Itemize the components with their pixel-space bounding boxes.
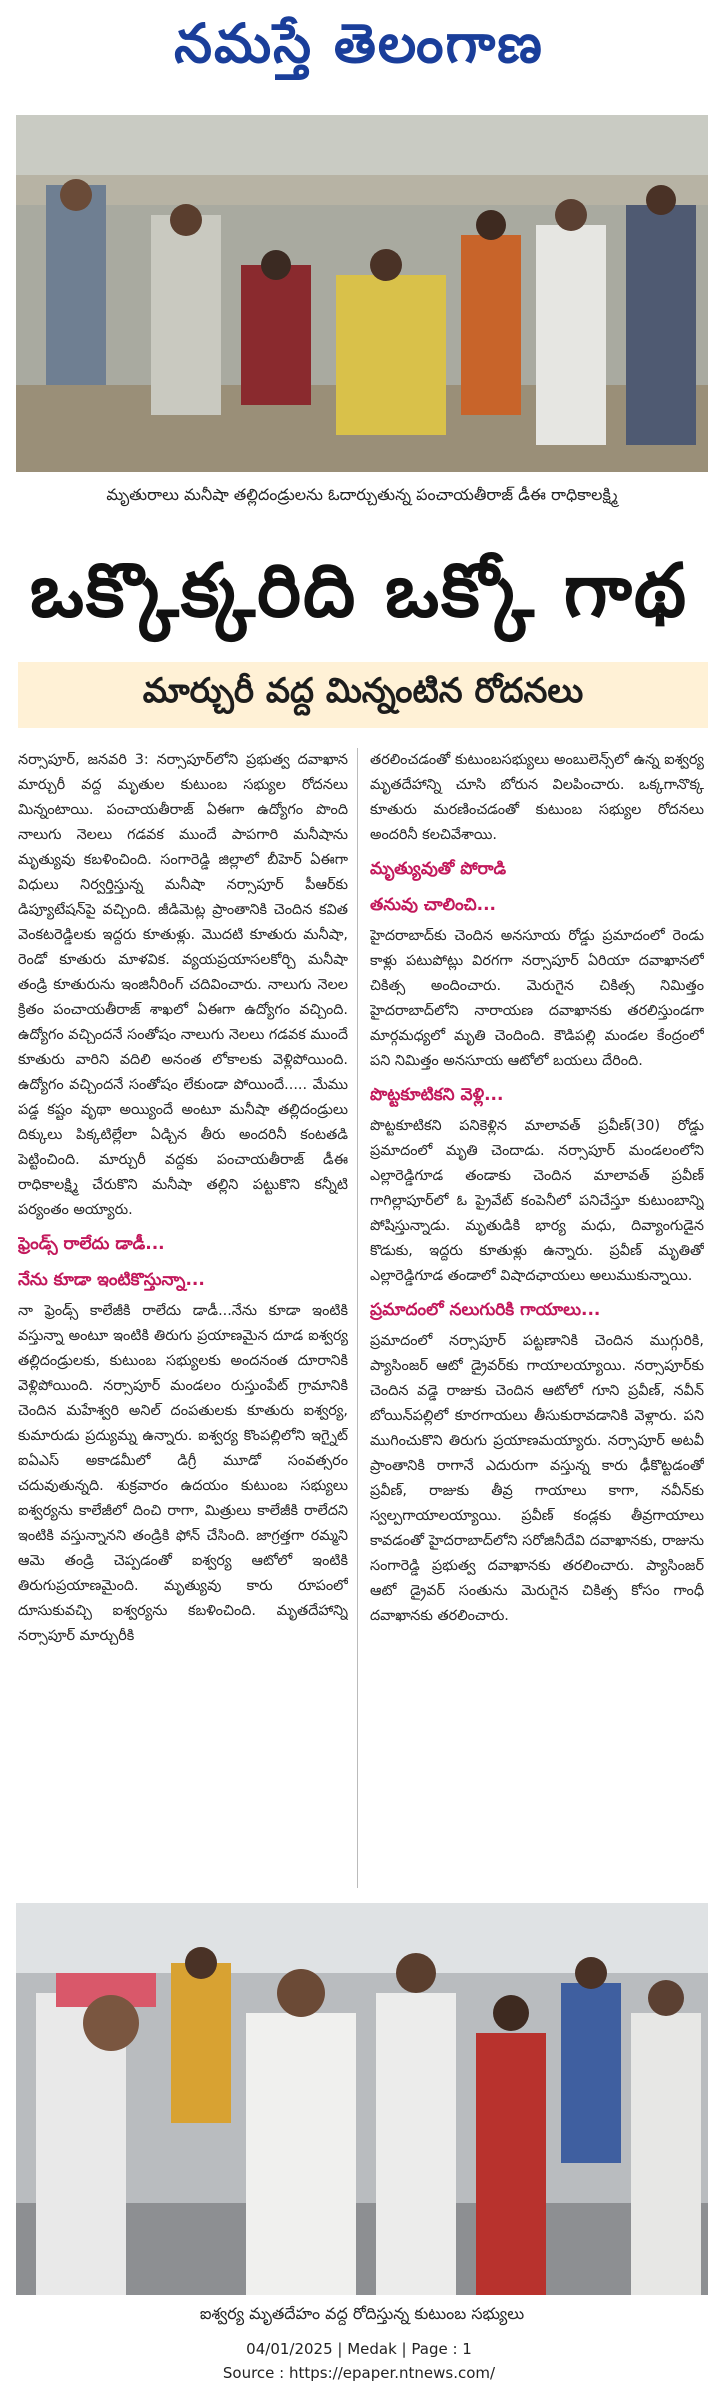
article-paragraph: నా ఫ్రెండ్స్ కాలేజీకి రాలేదు డాడీ...నేను కూడా ఇంటికి వస్తున్నా అంటూ ఇంటికి తిరుగు ప్రయాణమైన దూడ ఐశ్వర్య తల్లిదండ్రులకు, కుటుంబ సభ్యులకు అందనంత దూరానికి వెళ్లిపోయింది. నర్సాపూర్ మండలం రుస్తుంపేట్ గ్రామానికి చెందిన మహేశ్వరి అనిల్ దంపతులకు కూతురు ఐశ్వర్య, కుమారుడు ప్రద్యుమ్న ఉన్నారు. ఐశ్వర్య కొంపల్లిలోని ఇగ్నైట్ ఐఏఎస్ అకాడమీలో డిగ్రీ మూడో సంవత్సరం చదువుతున్నది. శుక్రవారం ఉదయం కుటుంబ సభ్యులు ఐశ్వర్యను కాలేజీలో దించి రాగా, మిత్రులు కాలేజీకి రాలేదని ఇంటికి వస్తున్నానని తండ్రికి ఫోన్ చేసింది. జాగ్రత్తగా రమ్మని ఆమె తండ్రి చెప్పడంతో ఐశ్వర్య ఆటోలో ఇంటికి తిరుగుప్రయాణమైంది. మృత్యువు కారు రూపంలో దూసుకువచ్చి ఐశ్వర్యను కబళించింది. మృతదేహాన్ని నర్సాపూర్ మార్చురీకి <box>18 1303 348 1644</box>
column-divider <box>357 748 358 1888</box>
article-paragraph: ప్రమాదంలో నర్సాపూర్ పట్టణానికి చెందిన ముగ్గురికి, ప్యాసింజర్ ఆటో డ్రైవర్‌కు గాయాలయ్యాయి. నర్సాపూర్‌కు చెందిన వడ్డె రాజుకు చెందిన ఆటోలో గూని ప్రవీణ్, నవీన్ బోయిన్‌పల్లిలో కూరగాయలు తీసుకురావడానికి వెళ్లారు. పని ముగించుకొని తిరుగు ప్రయాణమయ్యారు. నర్సాపూర్ అటవీ ప్రాంతానికి రాగానే ఎదురుగా వస్తున్న కారు ఢీకొట్టడంతో ప్రవీణ్, రాజుకు తీవ్ర గాయాలు కాగా, నవీన్‌కు స్వల్పగాయాలయ్యాయి. ప్రవీణ్ కండ్లకు తీవ్రగాయాలు కావడంతో హైదరాబాద్‌లోని సరోజినీదేవి దవాఖానకు, రాజును సంగారెడ్డి ప్రభుత్వ దవాఖానకు తరలించారు. ప్యాసింజర్ ఆటో డ్రైవర్ సంతును మెరుగైన చికిత్స కోసం గాంధీ దవాఖానకు తరలించారు. <box>370 1333 704 1624</box>
article-paragraph: తరలించడంతో కుటుంబసభ్యులు అంబులెన్స్‌లో ఉన్న ఐశ్వర్య మృతదేహాన్ని చూసి బోరున విలపించారు. ఒక్కగానొక్క కూతురు మరణించడంతో కుటుంబ సభ్యుల రోదనలు అందరినీ కలచివేశాయి. <box>370 752 704 843</box>
photo-bottom <box>16 1903 708 2295</box>
article-paragraph: నర్సాపూర్, జనవరి 3: నర్సాపూర్‌లోని ప్రభుత్వ దవాఖాన మార్చురీ వద్ద మృతుల కుటుంబ సభ్యుల రోదనలు మిన్నంటాయి. పంచాయతీరాజ్ ఏఈగా ఉద్యోగం పొంది నాలుగు నెలలు గడవక ముందే పాపగారి మనీషాను మృత్యువు కబళించింది. సంగారెడ్డి జిల్లాలో బీహెర్ ఏఈగా విధులు నిర్వర్తిస్తున్న మనీషా నర్సాపూర్ పీఆర్‌కు డిప్యూటేషన్‌పై వచ్చింది. జీడిమెట్ల ప్రాంతానికి చెందిన కవిత వెంకటరెడ్డిలకు ఇద్దరు కూతుళ్లు. మొదటి కూతురు మనీషా, రెండో కూతురు మాళవిక. వ్యయప్రయాసలకోర్చి మనీషా తండ్రి కూతురును ఇంజినీరింగ్ చదివించారు. నాలుగు నెలల క్రితం పంచాయతీరాజ్ శాఖలో ఏఈగా ఉద్యోగం వచ్చింది. ఉద్యోగం వచ్చిందనే సంతోషం నాలుగు నెలలు గడవక ముందే కూతురు వారిని వదిలి అనంత లోకాలకు వెళ్లిపోయింది. ఉద్యోగం వచ్చిందనే సంతోషం లేకుండా పోయిందే..... మేము పడ్డ కష్టం వృథా అయ్యిందే అంటూ మనీషా తల్లిదండ్రులు దిక్కులు పిక్కటిల్లేలా ఏడ్చిన తీరు అందరినీ కంటతడి పెట్టించింది. మార్చురీ వద్దకు పంచాయతీరాజ్ డీఈ రాధికాలక్ష్మి చేరుకొని మనీషా తల్లిని పట్టుకొని కన్నీటి పర్యంతం అయ్యారు. <box>18 752 348 1218</box>
photo-bottom-caption: ఐశ్వర్య మృతదేహం వద్ద రోదిస్తున్న కుటుంబ సభ్యులు <box>199 2304 525 2323</box>
photo-bottom-image <box>16 1903 708 2295</box>
section-subheading: ఫ్రెండ్స్ రాలేదు డాడీ... <box>18 1234 165 1254</box>
footer-source: Source : https://epaper.ntnews.com/ <box>222 2364 496 2382</box>
masthead <box>0 0 718 100</box>
section-subheading: నేను కూడా ఇంటికొస్తున్నా... <box>18 1270 205 1290</box>
photo-top-caption: మృతురాలు మనీషా తల్లిదండ్రులను ఓదార్చుతున్న పంచాయతీరాజ్ డీఈ రాధికాలక్ష్మి <box>106 485 618 504</box>
footer-date-edition: 04/01/2025 | Medak | Page : 1 <box>246 2340 472 2358</box>
photo-top-image <box>16 115 708 472</box>
section-subheading: తనువు చాలించి... <box>370 895 497 915</box>
photo-top <box>16 115 708 472</box>
article-left-column <box>18 748 348 1888</box>
article-paragraph: హైదరాబాద్‌కు చెందిన అనసూయ రోడ్డు ప్రమాదంలో రెండు కాళ్లు పటుపోట్లు విరగగా నర్సాపూర్ ఏరియా దవాఖానలో చికిత్స అందించారు. మెరుగైన చికిత్స నిమిత్తం హైదరాబాద్‌లోని నారాయణ దవాఖానకు తరలిస్తుండగా మార్గమధ్యలో మృతి చెందింది. కౌడిపల్లి మండల కేంద్రంలో పని నిమిత్తం అనసూయ ఆటోలో బయలు దేరింది. <box>370 928 704 1069</box>
section-subheading: ప్రమాదంలో నలుగురికి గాయాలు... <box>370 1300 601 1320</box>
article-right-column <box>370 748 704 1888</box>
headline: ఒక్కొక్కరిది ఒక్కో గాథ <box>29 548 689 634</box>
subheadline: మార్చురీ వద్ద మిన్నంటిన రోదనలు <box>18 662 708 728</box>
newspaper-logo: నమస్తే తెలంగాణ <box>174 11 544 75</box>
section-subheading: మృత్యువుతో పోరాడి <box>370 859 507 879</box>
article-paragraph: పొట్టకూటికని పనికెళ్లిన మాలావత్ ప్రవీణ్(30) రోడ్డు ప్రమాదంలో మృతి చెందాడు. నర్సాపూర్ మండలంలోని ఎల్లారెడ్డిగూడ తండాకు చెందిన మాలావత్ ప్రవీణ్ గాగిల్లాపూర్‌లో ఓ ప్రైవేట్ కంపెనీలో పనిచేస్తూ కుటుంబాన్ని పోషిస్తున్నాడు. మృతుడికి భార్య మధు, దివ్యాంగుడైన కొడుకు, ఇద్దరు కూతుళ్లు ఉన్నారు. ప్రవీణ్ మృతితో ఎల్లారెడ్డిగూడ తండాలో విషాదఛాయలు అలుముకున్నాయి. <box>370 1118 704 1284</box>
section-subheading: పొట్టకూటికని వెళ్లి... <box>370 1085 504 1105</box>
